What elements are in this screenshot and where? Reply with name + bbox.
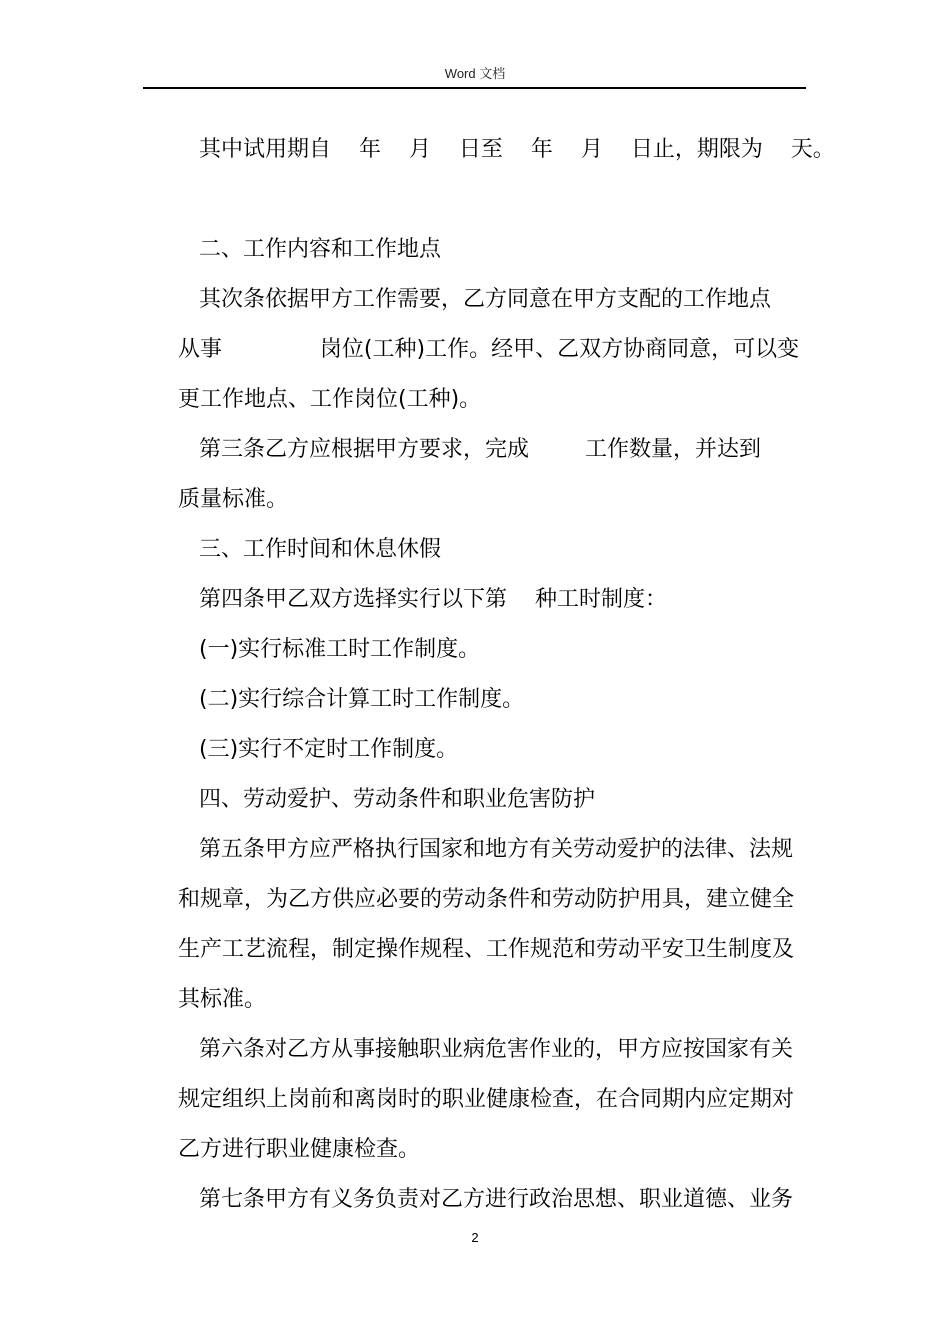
- paragraph-line: 从事 岗位(工种)工作。经甲、乙双方协商同意，可以变: [178, 337, 800, 362]
- section-heading-3: 三、工作时间和休息休假: [199, 537, 442, 562]
- list-item: (一)实行标准工时工作制度。: [199, 637, 481, 662]
- paragraph-line: 乙方进行职业健康检查。: [178, 1137, 421, 1162]
- paragraph-line: 生产工艺流程，制定操作规程、工作规范和劳动平安卫生制度及: [178, 937, 795, 962]
- paragraph-line: 第七条甲方有义务负责对乙方进行政治思想、职业道德、业务: [199, 1187, 794, 1212]
- paragraph-line: 第三条乙方应根据甲方要求，完成 工作数量，并达到: [199, 437, 761, 462]
- list-item: (二)实行综合计算工时工作制度。: [199, 687, 525, 712]
- section-heading-4: 四、劳动爱护、劳动条件和职业危害防护: [199, 787, 596, 812]
- paragraph-line: 规定组织上岗前和离岗时的职业健康检查，在合同期内应定期对: [178, 1087, 795, 1112]
- paragraph-line: 其次条依据甲方工作需要，乙方同意在甲方支配的工作地点: [199, 287, 772, 312]
- page-header: Word 文档: [444, 66, 506, 81]
- paragraph-line: 第五条甲方应严格执行国家和地方有关劳动爱护的法律、法规: [199, 837, 794, 862]
- paragraph-line: 质量标准。: [178, 487, 289, 512]
- section-heading-2: 二、工作内容和工作地点: [199, 237, 442, 262]
- paragraph-line: 第四条甲乙双方选择实行以下第 种工时制度：: [199, 587, 667, 612]
- page-number: 2: [471, 1230, 479, 1245]
- paragraph-line: 其标准。: [178, 987, 267, 1012]
- list-item: (三)实行不定时工作制度。: [199, 737, 459, 762]
- header-rule: [143, 87, 806, 89]
- paragraph-line-probation: 其中试用期自 年 月 日至 年 月 日止，期限为 天。: [199, 137, 835, 162]
- paragraph-line: 第六条对乙方从事接触职业病危害作业的，甲方应按国家有关: [199, 1037, 794, 1062]
- paragraph-line: 更工作地点、工作岗位(工种)。: [178, 387, 482, 412]
- paragraph-line: 和规章，为乙方供应必要的劳动条件和劳动防护用具，建立健全: [178, 887, 795, 912]
